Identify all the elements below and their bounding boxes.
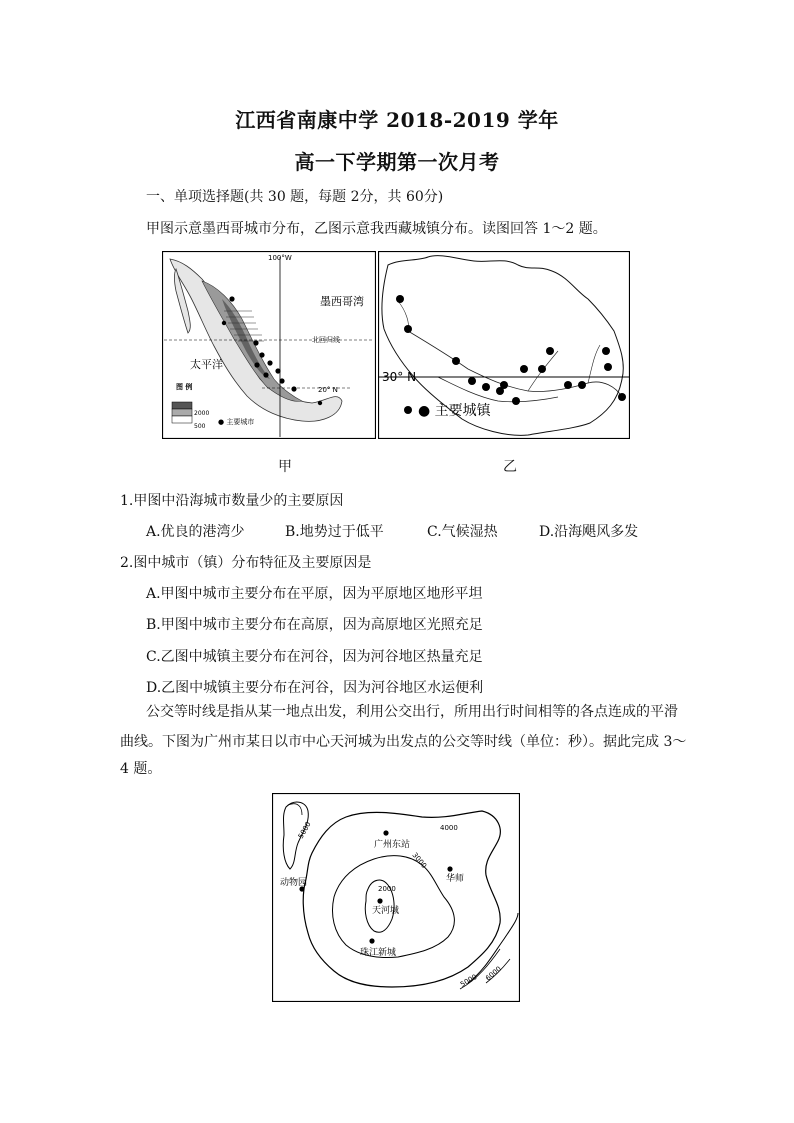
q2-option-a[interactable]: A.甲图中城市主要分布在平原，因为平原地区地形平坦 (146, 586, 483, 602)
place-huashi: 华师 (446, 874, 465, 884)
contour-4000: 4000 (440, 824, 458, 832)
caption-jia: 甲 (278, 459, 292, 475)
tropic-label: 北回归线 (312, 336, 340, 344)
contour-5000-a: 5000 (296, 820, 313, 840)
meridian-label: 100°W (268, 254, 292, 262)
q2-option-b[interactable]: B.甲图中城市主要分布在高原，因为高原地区光照充足 (146, 617, 483, 633)
q2-option-c[interactable]: C.乙图中城镇主要分布在河谷，因为河谷地区热量充足 (146, 649, 483, 665)
q1-option-a[interactable]: A.优良的港湾少 (146, 524, 245, 540)
contour-5000-b: 5000 (459, 972, 479, 989)
place-east-station: 广州东站 (374, 840, 411, 850)
legend-title: 图 例 (176, 383, 193, 391)
q1-stem: 1.甲图中沿海城市数量少的主要原因 (120, 493, 344, 509)
legend-2000: 2000 (194, 410, 210, 417)
q1-option-b[interactable]: B.地势过于低平 (285, 524, 384, 540)
intro-text-1: 甲图示意墨西哥城市分布，乙图示意我西藏城镇分布。读图回答 1～2 题。 (146, 221, 607, 237)
intro-text-2-line1: 公交等时线是指从某一地点出发，利用公交出行，所用出行时间相等的各点连成的平滑 (146, 704, 678, 720)
lat-30n-label: 30° N (382, 370, 417, 384)
ocean-label: 太平洋 (190, 358, 223, 371)
q2-stem: 2.图中城市（镇）分布特征及主要原因是 (120, 555, 372, 571)
place-tianhe: 天河城 (372, 906, 400, 916)
map-guangzhou-isochrones (272, 793, 520, 1002)
q1-option-d[interactable]: D.沿海飓风多发 (539, 524, 639, 540)
lat-20n-label: 20° N (318, 386, 338, 394)
legend-town: ● 主要城镇 (418, 403, 491, 419)
contour-2000: 2000 (378, 885, 396, 893)
page-title: 江西省南康中学 2018-2019 学年 (235, 108, 559, 132)
q1-option-c[interactable]: C.气候湿热 (427, 524, 498, 540)
legend-500: 500 (194, 423, 206, 430)
legend-city: ● 主要城市 (218, 418, 255, 426)
intro-text-2-line2: 曲线。下图为广州市某日以市中心天河城为出发点的公交等时线（单位：秒）。据此完成 3～ (120, 734, 687, 750)
page-subtitle: 高一下学期第一次月考 (294, 150, 500, 174)
map-jia-mexico (162, 251, 376, 439)
gulf-label: 墨西哥湾 (320, 295, 364, 308)
map-yi-tibet (378, 251, 630, 439)
intro-text-2-line3: 4 题。 (120, 761, 162, 777)
section-heading: 一、单项选择题(共 30 题，每题 2分，共 60分) (146, 189, 444, 205)
caption-yi: 乙 (503, 459, 517, 475)
legend-town-dot (404, 406, 412, 414)
contour-3000: 3000 (410, 851, 429, 870)
place-zoo: 动物园 (280, 878, 308, 888)
contour-6000: 6000 (484, 964, 503, 983)
q2-option-d[interactable]: D.乙图中城镇主要分布在河谷，因为河谷地区水运便利 (146, 680, 484, 696)
place-zhujiang: 珠江新城 (360, 948, 397, 958)
